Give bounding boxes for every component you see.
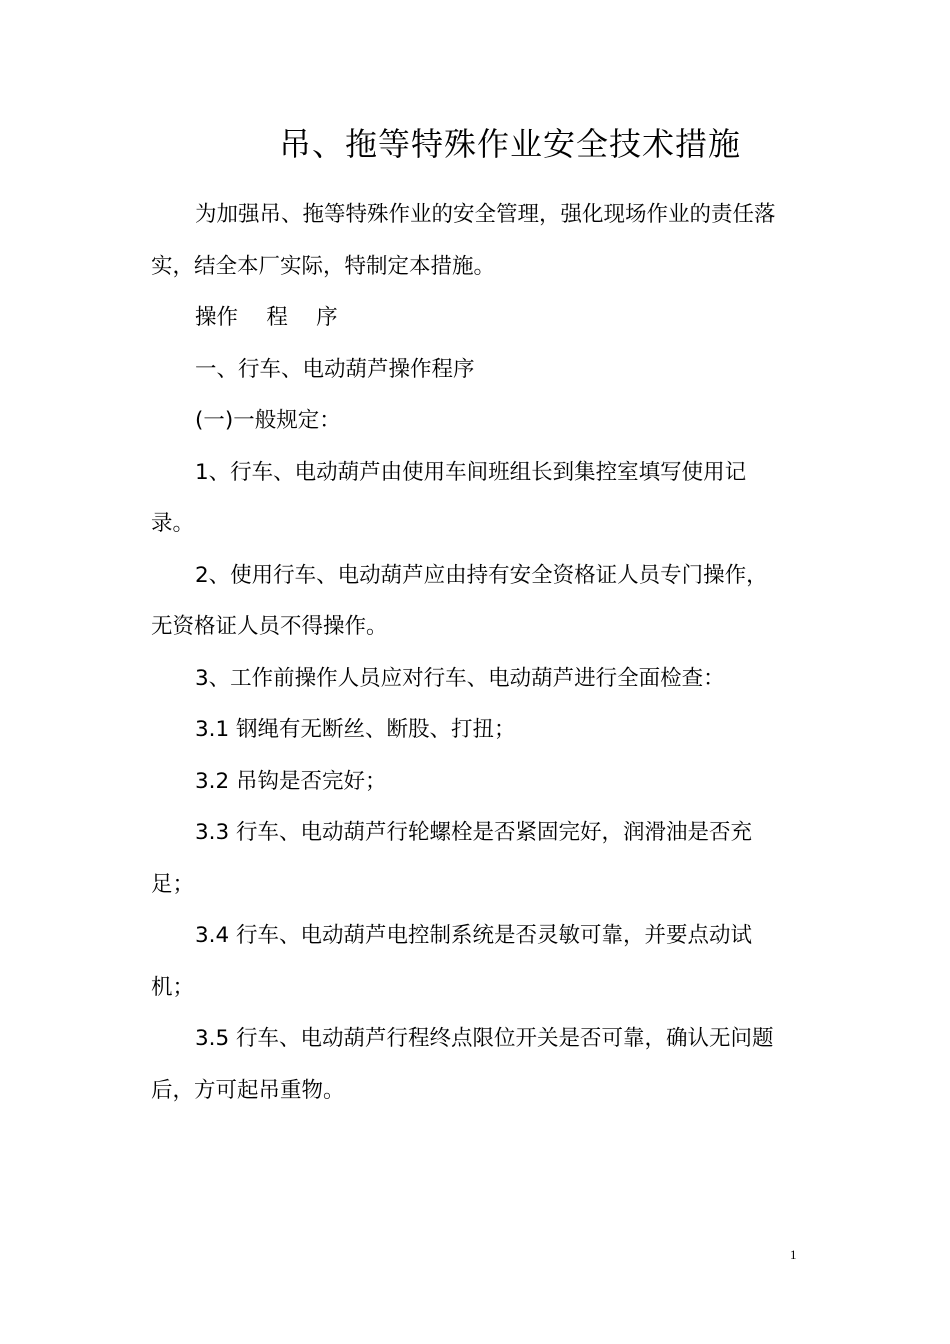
- paragraph-line: 为加强吊、拖等特殊作业的安全管理，强化现场作业的责任落: [195, 202, 776, 227]
- list-item: 3.3 行车、电动葫芦行轮螺栓是否紧固完好，润滑油是否充: [195, 820, 753, 845]
- paragraph-line: 2、使用行车、电动葫芦应由持有安全资格证人员专门操作，: [195, 562, 768, 588]
- paragraph-line: 1、行车、电动葫芦由使用车间班组长到集控室填写使用记: [195, 459, 747, 485]
- section-heading: 操作 程 序: [195, 305, 338, 330]
- document-body: [151, 189, 801, 1116]
- page-title: 吊、拖等特殊作业安全技术措施: [278, 125, 741, 163]
- paragraph-line: 录。: [151, 511, 195, 536]
- paragraph-line: 无资格证人员不得操作。: [151, 614, 388, 639]
- page-number: 1: [790, 1247, 797, 1262]
- section-heading: 一、行车、电动葫芦操作程序: [195, 356, 475, 382]
- paragraph-line: 实，结全本厂实际，特制定本措施。: [151, 253, 496, 279]
- paragraph-line: 3、工作前操作人员应对行车、电动葫芦进行全面检查：: [195, 665, 725, 691]
- list-item-continuation: 机；: [151, 974, 195, 1000]
- list-item-continuation: 足；: [151, 871, 195, 897]
- list-item-continuation: 后，方可起吊重物。: [151, 1077, 345, 1103]
- subsection-heading: (一)一般规定：: [195, 408, 341, 433]
- list-item: 3.4 行车、电动葫芦电控制系统是否灵敏可靠，并要点动试: [195, 923, 753, 948]
- list-item: 3.1 钢绳有无断丝、断股、打扭；: [195, 717, 516, 742]
- list-item: 3.2 吊钩是否完好；: [195, 768, 387, 794]
- list-item: 3.5 行车、电动葫芦行程终点限位开关是否可靠，确认无问题: [195, 1026, 774, 1051]
